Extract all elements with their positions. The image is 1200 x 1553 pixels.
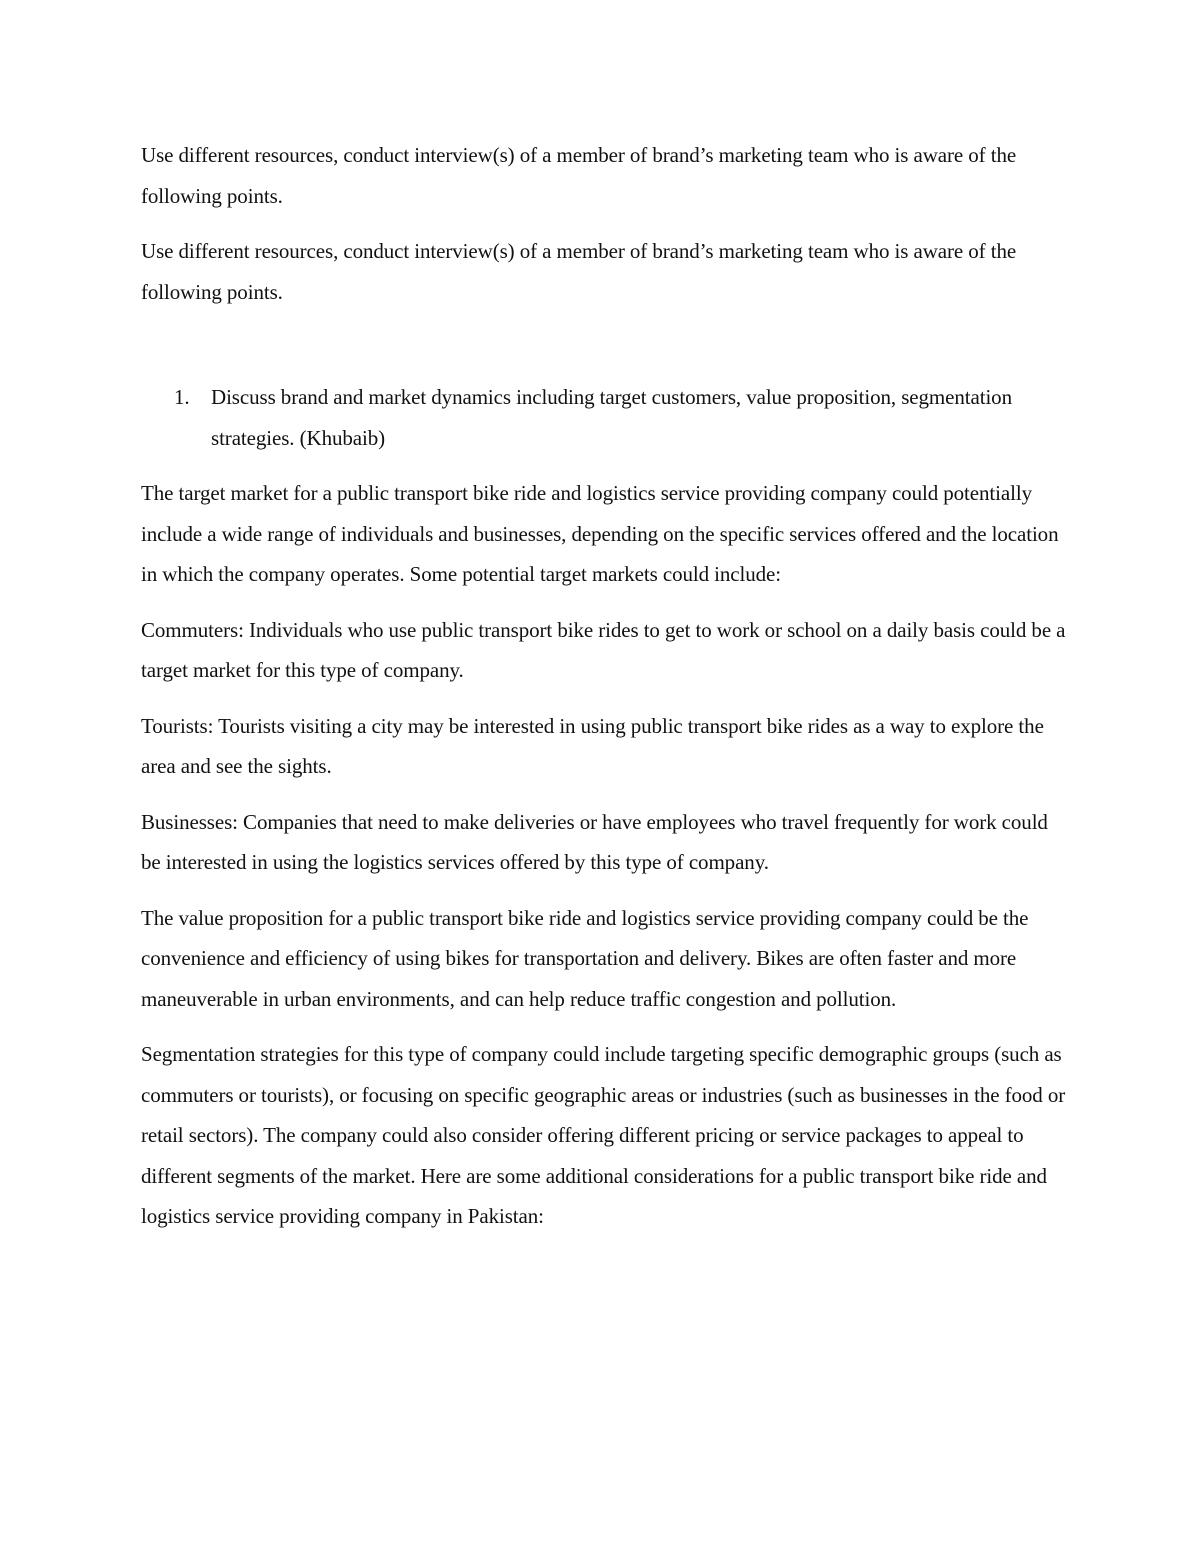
commuters-paragraph: Commuters: Individuals who use public transport bike rides to get to work or school on a daily basis could be a target market for this type of company. <box>141 617 1066 682</box>
intro-paragraph-repeat: Use different resources, conduct interview(s) of a member of brand’s marketing team who is aware of the following points. <box>141 239 1017 304</box>
target-market-paragraph: The target market for a public transport bike ride and logistics service providing company could potentially include a wide range of individuals and businesses, depending on the specific services offered and the location in which the company operates. Some potential target markets could include: <box>141 481 1059 586</box>
value-proposition-paragraph: The value proposition for a public transport bike ride and logistics service providing company could be the convenience and efficiency of using bikes for transportation and delivery. Bikes are often faster and more maneuverable in urban environments, and can help reduce traffic congestion and pollution. <box>141 905 1029 1011</box>
numbered-list <box>141 377 1066 458</box>
list-item-text: Discuss brand and market dynamics including target customers, value proposition, segmentation strategies. (Khubaib) <box>211 385 1012 450</box>
document-body <box>141 135 1066 1252</box>
segmentation-paragraph: Segmentation strategies for this type of company could include targeting specific demographic groups (such as commuters or tourists), or focusing on specific geographic areas or industries (such as businesses in the food or retail sectors). The company could also consider offering different pricing or service packages to appeal to different segments of the market. Here are some additional considerations for a public transport bike ride and logistics service providing company in Pakistan: <box>141 1042 1066 1228</box>
list-item-number: 1. <box>174 385 190 409</box>
businesses-paragraph: Businesses: Companies that need to make deliveries or have employees who travel frequently for work could be interested in using the logistics services offered by this type of company. <box>141 809 1048 874</box>
blank-spacer <box>141 327 1066 377</box>
tourists-paragraph: Tourists: Tourists visiting a city may be interested in using public transport bike rides as a way to explore the area and see the sights. <box>141 713 1044 778</box>
list-item <box>141 377 1066 458</box>
intro-paragraph: Use different resources, conduct interview(s) of a member of brand’s marketing team who is aware of the following points. <box>141 143 1017 208</box>
